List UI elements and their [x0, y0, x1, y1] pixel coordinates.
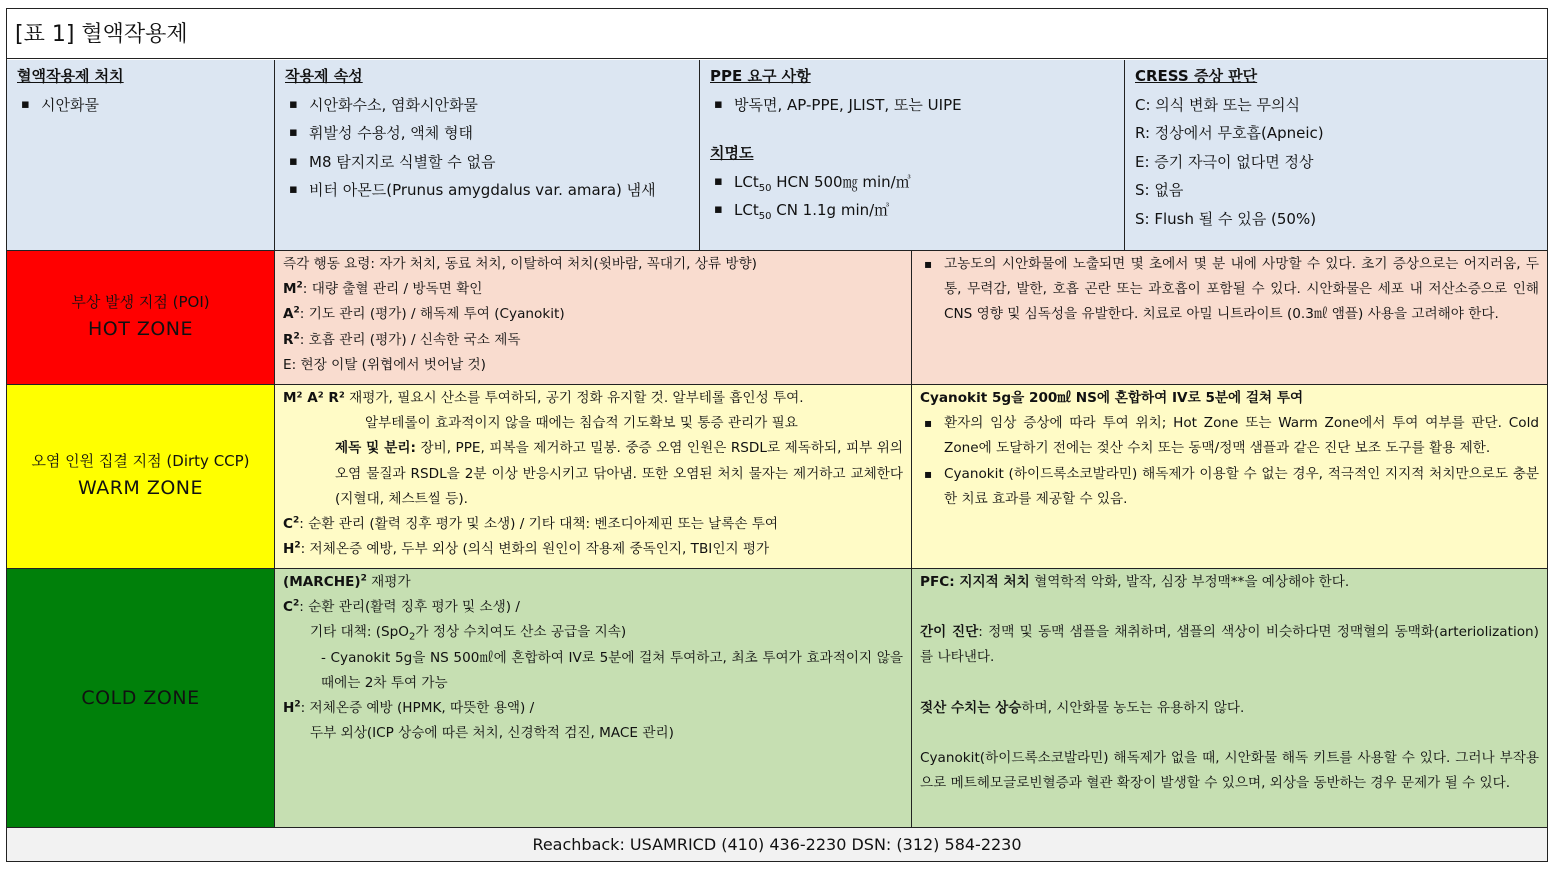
header-cress — [1125, 60, 1547, 251]
hot-e: E: 현장 이탈 (위협에서 벗어날 것) — [283, 356, 486, 373]
header-ppe-title: PPE 요구 사항 — [710, 67, 811, 85]
cold-c2: $C^2$: 순환 관리(활력 징후 평가 및 소생) / — [283, 598, 520, 616]
list-item: ▪ Cyanokit (하이드록소코발라민) 해독제가 이용할 수 없는 경우, 적극적인 지지적 처치만으로도 충분한 치료 효과를 제공할 수 있음. — [920, 462, 1539, 512]
cold-zone-notes — [912, 569, 1547, 828]
warm-h2: $H^2$: 저체온증 예방, 두부 외상 (의식 변화의 원인이 작용제 중독인지, TBI인지 평가 — [283, 540, 770, 558]
hot-zone-name: HOT ZONE — [87, 317, 194, 340]
hot-zone-label — [7, 251, 275, 385]
warm-zone-notes — [912, 385, 1547, 569]
list-item: ▪ 휘발성 수용성, 액체 형태 — [285, 119, 689, 148]
list-item: ▪ 시안화수소, 염화시안화물 — [285, 91, 689, 120]
header-cress-title: CRESS 증상 판단 — [1135, 67, 1258, 85]
header-ppe — [700, 60, 1125, 251]
cold-head-trauma: 두부 외상(ICP 상승에 따른 처치, 신경학적 검진, MACE 관리) — [310, 725, 674, 742]
lethality-item: ▪ LCt$_{50}$ CN 1.1g min/㎥ — [710, 196, 1114, 225]
cold-zone-name: COLD ZONE — [81, 687, 200, 709]
hot-m2: $M^2$: 대량 출혈 관리 / 방독면 확인 — [283, 280, 483, 298]
cress-line: S: Flush 될 수 있음 (50%) — [1135, 209, 1317, 228]
cress-line: S: 없음 — [1135, 181, 1184, 199]
list-item: ▪ M8 탐지지로 식별할 수 없음 — [285, 148, 689, 177]
cress-line: E: 증기 자극이 없다면 정상 — [1135, 152, 1314, 171]
list-item: ▪ 비터 아몬드(Prunus amygdalus var. amara) 냄새 — [285, 176, 689, 205]
cold-antidote-kit: Cyanokit(하이드록소코발라민) 해독제가 없을 때, 시안화물 해독 키트를 사용할 수 있다. 그러나 부작용으로 메트헤모글로빈혈증과 혈관 확장이 발생할 수 있으며, 외상을 동반하는 경우 문제가 될 수 있다. — [920, 749, 1539, 792]
hot-a2: $A^2$: 기도 관리 (평가) / 해독제 투여 (Cyanokit) — [283, 305, 565, 323]
hot-immediate-actions: 즉각 행동 요령: 자가 처치, 동료 처치, 이탈하여 처치(윗바람, 꼭대기, 상류 방향) — [283, 256, 757, 272]
warm-c2: $C^2$: 순환 관리 (활력 징후 평가 및 소생) / 기타 대책: 벤조디아제핀 또는 날록손 투여 — [283, 515, 779, 533]
cold-pfc: PFC: 지지적 처치 혈역학적 악화, 발작, 심장 부정맥**을 예상해야 한다. — [920, 574, 1350, 590]
warm-zone-label — [7, 385, 275, 569]
warm-zone-sub: 오염 인원 집결 지점 (Dirty CCP) — [31, 451, 250, 470]
warm-reassess: M² A² R² 재평가, 필요시 산소를 투여하되, 공기 정화 유지할 것. 알부테롤 흡인성 투여. — [283, 390, 804, 406]
cress-line: C: 의식 변화 또는 무의식 — [1135, 95, 1301, 114]
hot-zone-notes — [912, 251, 1547, 385]
cold-marche: (MARCHE)$^2$ 재평가 — [283, 573, 411, 590]
header-agent-properties-title: 작용제 속성 — [285, 67, 363, 85]
warm-cyanokit-heading: Cyanokit 5g을 200㎖ NS에 혼합하여 IV로 5분에 걸쳐 투여 — [920, 390, 1304, 406]
cold-lactate: 젖산 수치는 상승하며, 시안화물 농도는 유용하지 않다. — [920, 699, 1245, 716]
warm-zone-actions — [275, 385, 912, 569]
cold-zone-actions — [275, 569, 912, 828]
header-agent-properties — [275, 60, 700, 251]
lethality-item: ▪ LCt$_{50}$ HCN 500㎎ min/㎥ — [710, 168, 1114, 197]
cold-cyanokit: - Cyanokit 5g을 NS 500㎖에 혼합하여 IV로 5분에 걸쳐 투여하고, 최초 투여가 효과적이지 않을 때에는 2차 투여 가능 — [321, 649, 903, 691]
hot-zone-sub: 부상 발생 지점 (POI) — [71, 292, 210, 311]
cold-diagnosis: 간이 진단: 정맥 및 동맥 샘플을 채취하며, 샘플의 색상이 비슷하다면 정맥혈의 동맥화(arteriolization)를 나타낸다. — [920, 624, 1539, 666]
header-treatment-title: 혈액작용제 처치 — [17, 67, 124, 85]
hot-r2: $R^2$: 호흡 관리 (평가) / 신속한 국소 제독 — [283, 331, 521, 348]
cold-zone-label — [7, 569, 275, 828]
header-treatment — [7, 60, 275, 251]
cress-line: R: 정상에서 무호흡(Apneic) — [1135, 124, 1324, 142]
list-item: ▪ 환자의 임상 증상에 따라 투여 위치; Hot Zone 또는 Warm Zone에서 투여 여부를 판단. Cold Zone에 도달하기 전에는 젖산 수치 또는 동맥/정맥 샘플과 같은 진단 보조 도구를 활용 제한. — [920, 411, 1539, 461]
table-title: [표 1] 혈액작용제 — [7, 9, 1547, 59]
warm-decon: 제독 및 분리: 장비, PPE, 피복을 제거하고 밀봉. 중증 오염 인원은 RSDL로 제독하되, 피부 위의 오염 물질과 RSDL을 2분 이상 반응시키고 닦아냄. 또한 오염된 처치 물자는 제거하고 교체한다 (지혈대, 체스트씰 등). — [335, 440, 903, 507]
warm-airway: 알부테롤이 효과적이지 않을 때에는 침습적 기도확보 및 통증 관리가 필요 — [365, 415, 798, 432]
cold-h2: $H^2$: 저체온증 예방 (HPMK, 따뜻한 용액) / — [283, 699, 535, 717]
cold-other: 기타 대책: (SpO$_2$가 정상 수치여도 산소 공급을 지속) — [310, 624, 627, 644]
reachback-footer: Reachback: USAMRICD (410) 436-2230 DSN: (312) 584-2230 — [7, 828, 1547, 861]
header-lethality-title: 치명도 — [710, 144, 754, 162]
hot-note: ▪ 고농도의 시안화물에 노출되면 몇 초에서 몇 분 내에 사망할 수 있다. 초기 증상으로는 어지러움, 두통, 무력감, 발한, 호흡 곤란 또는 과호흡이 포함될 수 있다. 시안화물은 세포 내 저산소증으로 인해 CNS 영향 및 심독성을 유발한다. 치료로 아밀 니트라이트 (0.3㎖ 앰플) 사용을 고려해야 한다. — [920, 252, 1539, 328]
warm-zone-name: WARM ZONE — [77, 476, 204, 499]
hot-zone-actions — [275, 251, 912, 385]
list-item: ▪ 방독면, AP-PPE, JLIST, 또는 UIPE — [710, 91, 1114, 120]
list-item: ▪ 시안화물 — [17, 91, 264, 120]
